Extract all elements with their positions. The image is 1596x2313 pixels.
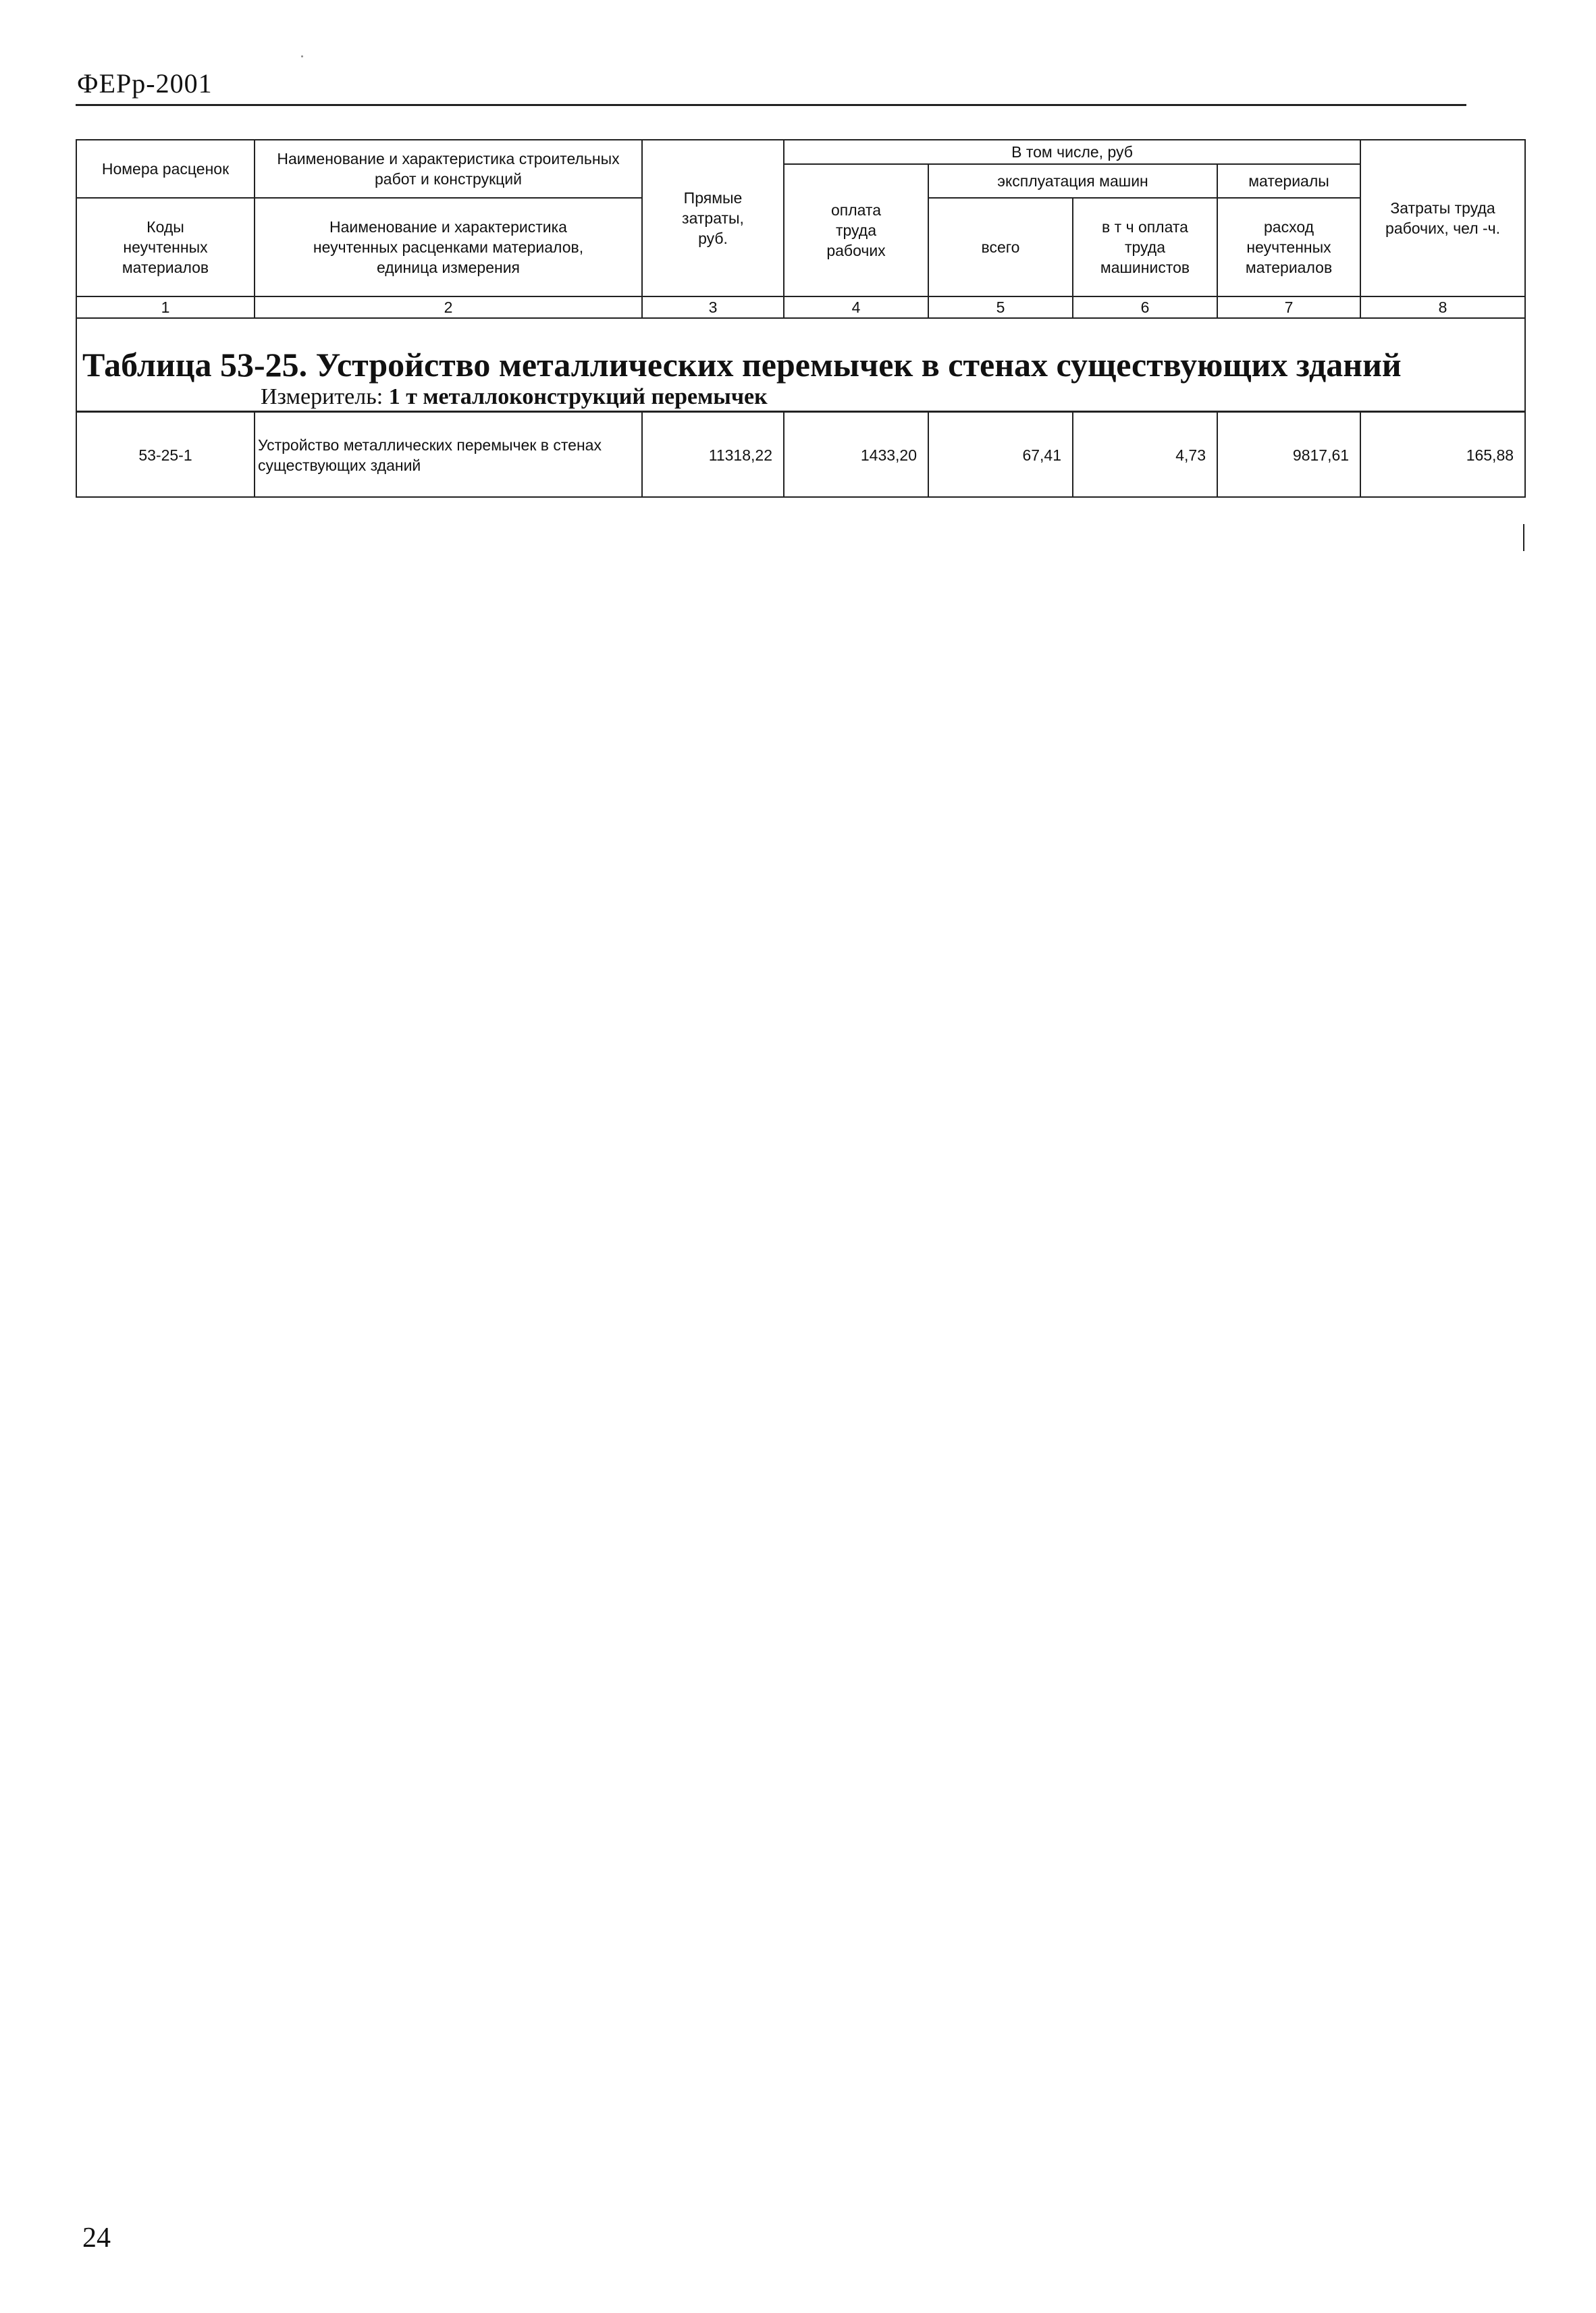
column-number: 8	[1360, 296, 1525, 318]
column-number: 7	[1217, 296, 1360, 318]
machines-total-value: 67,41	[928, 412, 1073, 498]
rate-code: 53-25-1	[76, 412, 255, 498]
header-machinists-pay: в т ч оплата труда машинистов	[1073, 198, 1217, 296]
labor-value: 165,88	[1360, 412, 1525, 498]
header-worker-pay: оплата труда рабочих	[784, 164, 928, 296]
header-unaccounted-materials: расход неучтенных материалов	[1217, 198, 1360, 296]
column-number: 2	[255, 296, 642, 318]
materials-value: 9817,61	[1217, 412, 1360, 498]
measurement-label: Измеритель:	[261, 384, 383, 409]
column-number: 4	[784, 296, 928, 318]
header-rule	[76, 104, 1466, 106]
header-work-name: Наименование и характеристика строительных работ и конструкций	[255, 140, 642, 198]
header-machine-operation: эксплуатация машин	[928, 164, 1217, 198]
measurement-unit	[76, 384, 1525, 412]
rates-table	[76, 139, 1526, 498]
scan-speck	[301, 55, 303, 57]
column-number: 3	[642, 296, 784, 318]
header-including: В том числе, руб	[784, 140, 1360, 164]
header-machines-total: всего	[928, 198, 1073, 296]
header-labor-costs: Затраты труда рабочих, чел -ч.	[1360, 140, 1525, 296]
header-material-name: Наименование и характеристика неучтенных расценками материалов, единица измерения	[255, 198, 642, 296]
direct-costs-value: 11318,22	[642, 412, 784, 498]
table-edge-tick	[1523, 524, 1524, 551]
worker-pay-value: 1433,20	[784, 412, 928, 498]
header-material-codes: Коды неучтенных материалов	[76, 198, 255, 296]
page-number: 24	[82, 2223, 111, 2254]
header-rate-numbers: Номера расценок	[76, 140, 255, 198]
column-number: 5	[928, 296, 1073, 318]
work-name: Устройство металлических перемычек в стенах существующих зданий	[255, 412, 642, 498]
measurement-value: 1 т металлоконструкций перемычек	[388, 384, 768, 409]
header-materials: материалы	[1217, 164, 1360, 198]
header-direct-costs: Прямые затраты, руб.	[642, 140, 784, 296]
column-number: 6	[1073, 296, 1217, 318]
column-number: 1	[76, 296, 255, 318]
machinists-pay-value: 4,73	[1073, 412, 1217, 498]
table-title: Таблица 53-25. Устройство металлических перемычек в стенах существующих зданий	[76, 318, 1525, 384]
table-row	[76, 412, 1525, 498]
document-header: ФЕРр-2001	[77, 68, 213, 99]
